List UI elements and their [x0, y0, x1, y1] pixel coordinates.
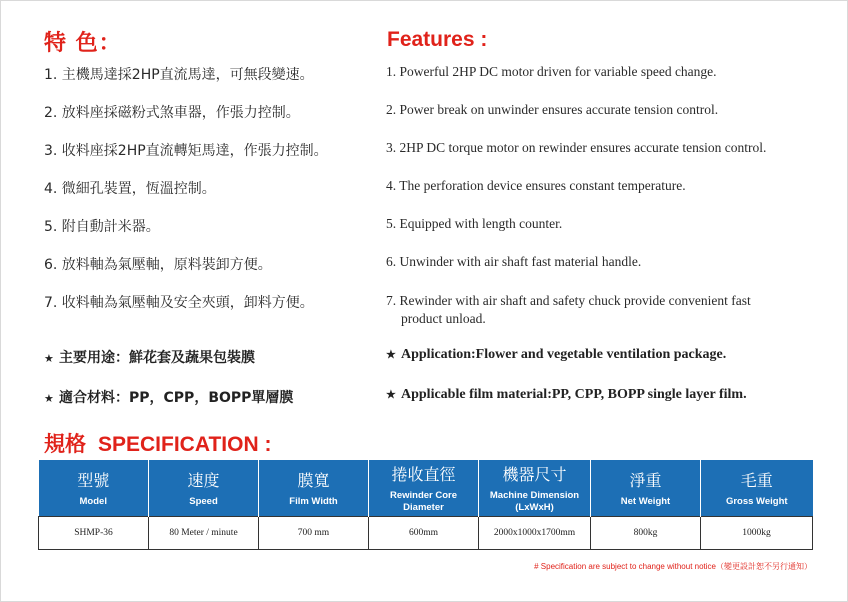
- bullet-cn-application-text: 主要用途：鮮花套及蔬果包裝膜: [59, 350, 255, 366]
- feature-en-1: 1. Powerful 2HP DC motor driven for variable speed change.: [386, 64, 717, 79]
- star-icon: ★: [44, 392, 54, 405]
- spec-header-row: [39, 460, 813, 517]
- bullet-en-material-text: Applicable film material:PP, CPP, BOPP single layer film.: [401, 387, 747, 402]
- bullet-en-application-text: Application:Flower and vegetable ventilation package.: [401, 347, 727, 362]
- col-header-dimension: 機器尺寸 Machine Dimension (LxWxH): [479, 460, 591, 517]
- bullet-en-application: [386, 347, 747, 387]
- bullet-cn-application: [44, 347, 293, 387]
- col-header-net-weight: 淨重 Net Weight: [591, 460, 701, 517]
- cell-model: SHMP-36: [39, 517, 149, 550]
- bullet-cn-material-text: 適合材料：PP，CPP，BOPP單層膜: [59, 390, 294, 406]
- bullet-cn-material: [44, 387, 293, 427]
- cell-film-width: 700 mm: [259, 517, 369, 550]
- features-list-en: [386, 64, 836, 336]
- feature-en-6: 6. Unwinder with air shaft fast material handle.: [386, 254, 642, 269]
- col-header-speed: 速度 Speed: [149, 460, 259, 517]
- col-header-film-width: 膜寬 Film Width: [259, 460, 369, 517]
- features-heading-cn: 特 色：: [44, 31, 122, 56]
- bullets-cn: [44, 347, 293, 427]
- spec-title: [44, 428, 271, 458]
- feature-cn-4: 4. 微細孔裝置，恆溫控制。: [44, 181, 216, 197]
- bullets-en: [386, 347, 747, 427]
- star-icon: ★: [386, 389, 396, 401]
- features-heading-en: Features :: [387, 28, 488, 51]
- col-header-rewinder-core: 捲收直徑 Rewinder Core Diameter: [369, 460, 479, 517]
- feature-cn-5: 5. 附自動計米器。: [44, 219, 160, 235]
- feature-en-7-line2: product unload.: [401, 311, 486, 326]
- bullet-en-material: [386, 387, 747, 427]
- cell-dimension: 2000x1000x1700mm: [479, 517, 591, 550]
- feature-en-4: 4. The perforation device ensures constant temperature.: [386, 178, 686, 193]
- cell-speed: 80 Meter / minute: [149, 517, 259, 550]
- feature-cn-6: 6. 放料軸為氣壓軸，原料裝卸方便。: [44, 257, 272, 273]
- cell-rewinder-core: 600mm: [369, 517, 479, 550]
- col-header-model: 型號 Model: [39, 460, 149, 517]
- col-header-gross-weight: 毛重 Gross Weight: [701, 460, 813, 517]
- cell-net-weight: 800kg: [591, 517, 701, 550]
- feature-cn-7: 7. 收料軸為氣壓軸及安全夾頭，卸料方便。: [44, 295, 314, 311]
- feature-cn-2: 2. 放料座採磁粉式煞車器，作張力控制。: [44, 105, 300, 121]
- spec-title-cn: 規格: [44, 432, 86, 456]
- feature-en-7: [386, 292, 836, 336]
- star-icon: ★: [386, 349, 396, 361]
- feature-en-5: 5. Equipped with length counter.: [386, 216, 563, 231]
- feature-en-7-line1: 7. Rewinder with air shaft and safety chuck provide convenient fast: [386, 293, 751, 308]
- table-row: [39, 517, 813, 550]
- spec-title-en: SPECIFICATION :: [98, 433, 272, 456]
- spec-table: [38, 460, 813, 550]
- feature-en-3: 3. 2HP DC torque motor on rewinder ensures accurate tension control.: [386, 140, 767, 155]
- feature-en-2: 2. Power break on unwinder ensures accurate tension control.: [386, 102, 719, 117]
- feature-cn-3: 3. 收料座採2HP直流轉矩馬達，作張力控制。: [44, 143, 328, 159]
- spec-change-note: # Specification are subject to change without notice（變更設計恕不另行通知）: [534, 562, 812, 571]
- cell-gross-weight: 1000kg: [701, 517, 813, 550]
- feature-cn-1: 1. 主機馬達採2HP直流馬達，可無段變速。: [44, 67, 314, 83]
- star-icon: ★: [44, 352, 54, 365]
- features-list-cn: [44, 64, 374, 336]
